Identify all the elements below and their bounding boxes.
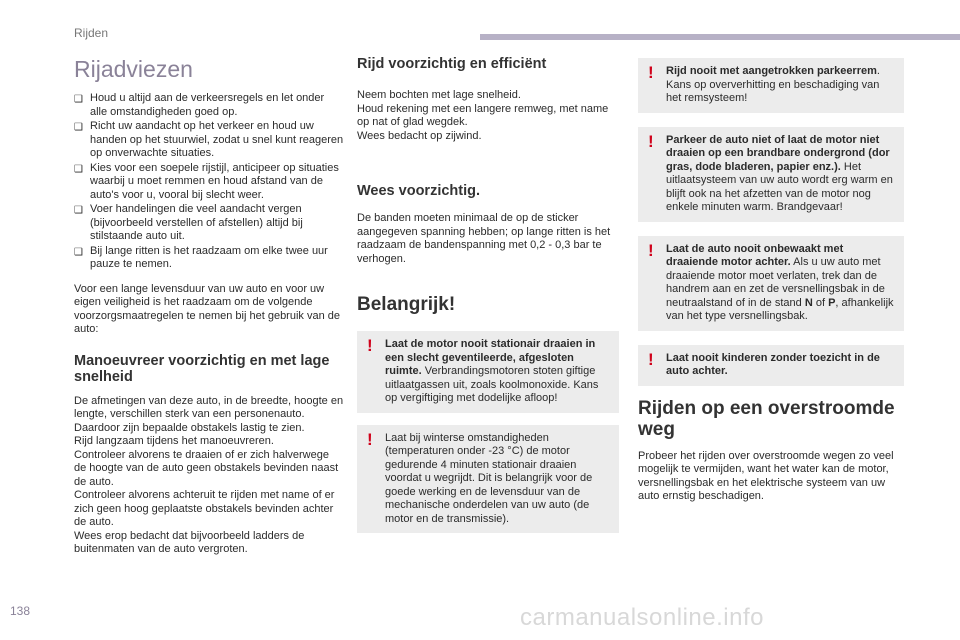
column-3 [638,58,904,504]
warning-box-children: ! Laat nooit kinderen zonder toezicht in de auto achter. [638,345,904,386]
warning-icon: ! [648,349,654,369]
maneuver-text: De afmetingen van deze auto, in de breedte, hoogte en lengte, verschillen sterk van een personenauto. Daardoor zijn bepaalde obstakels lastig te zien. Rijd langzaam tijdens het manoeuvreren. Controleer alvorens te draaien of er zich halverwege de hoogte van de auto geen obstakels bevinden naast de auto. Controleer alvorens achteruit te rijden met name of er zich geen hoog geplaatste obstakels bevinden achter de auto. Wees erop bedacht dat bijvoorbeeld ladders de buitenmaten van de auto vergroten. [74,394,344,555]
checkbox-bullet-icon: ❑ [74,94,83,105]
warning-icon: ! [367,336,373,355]
watermark: carmanualsonline.info [520,604,764,631]
cautious-text: De banden moeten minimaal de op de sticker aangegeven spanning hebben; op lange ritten is het raadzaam de bandenspanning met 0,2 - 0,3 bar te verhogen. [357,212,611,265]
list-item: ❑ Houd u altijd aan de verkeersregels en let onder alle omstandigheden goed op. [74,92,325,118]
warning-box-parking-brake: ! Rijd nooit met aangetrokken parkeerrem. Kans op oververhitting en beschadiging van het remsysteem! [638,58,904,113]
tips-list [74,92,344,272]
list-item: ❑ Bij lange ritten is het raadzaam om elke twee uur pauze te nemen. [74,244,328,270]
maneuver-heading: Manoeuvreer voorzichtig en met lage snelheid [74,352,330,385]
column-2 [357,56,619,533]
checkbox-bullet-icon: ❑ [74,163,83,175]
warning-icon: ! [648,131,654,151]
checkbox-bullet-icon: ❑ [74,246,83,258]
intro-paragraph: Voor een lange levensduur van uw auto en voor uw eigen veiligheid is het raadzaam om de volgende voorzorgsmaatregelen te nemen bij het gebruik van de auto: [74,282,340,335]
cautious-heading: Wees voorzichtig. [357,183,481,199]
warning-icon: ! [648,240,654,260]
list-item: ❑ Voer handelingen die veel aandacht vergen (bijvoorbeeld verstellen of afstellen) altijd bij stilstaande auto uit. [74,203,303,242]
checkbox-bullet-icon: ❑ [74,122,83,133]
flood-heading: Rijden op een overstroomde weg [638,397,895,440]
careful-heading: Rijd voorzichtig en efficiënt [357,56,547,72]
column-1 [74,92,344,557]
page-number: 138 [10,604,31,618]
checkbox-bullet-icon: ❑ [74,205,83,216]
page-title: Rijadviezen [74,56,193,82]
warning-box-winter: ! Laat bij winterse omstandigheden (temperaturen onder -23 °C) de motor gedurende 4 minuten stationair draaien voordat u wegrijdt. Dit is belangrijk voor de goede werking en de levensduur van de mechanische onderdelen van uw auto (de motor en de transmissie). [357,425,619,534]
warning-icon: ! [367,429,373,449]
list-item: ❑ Kies voor een soepele rijstijl, anticipeer op situaties waarbij u moet remmen en houd afstand van de auto's voor u, vooral bij slecht weer. [74,161,339,201]
warning-box-engine-idle: ! Laat de motor nooit stationair draaien in een slecht geventileerde, afgesloten ruimte. Verbrandingsmotoren stoten giftige uitlaatgassen uit, zoals koolmonoxide. Kans op vergiftiging met dodelijke afloop! [357,331,619,413]
flood-text: Probeer het rijden over overstroomde wegen zo veel mogelijk te vermijden, want het water kan de motor, versnellingsbak en het elektrische systeem van uw auto ernstig beschadigen. [638,449,894,502]
list-item: ❑ Richt uw aandacht op het verkeer en houd uw handen op het stuurwiel, zodat u snel kunt reageren op onverwachte situaties. [74,120,344,159]
important-heading: Belangrijk! [357,294,456,315]
header-bar [480,34,960,40]
careful-text: Neem bochten met lage snelheid. Houd rekening met een langere remweg, met name op nat of glad wegdek. Wees bedacht op zijwind. [357,89,609,142]
section-label: Rijden [74,26,109,40]
warning-box-unattended: ! Laat de auto nooit onbewaakt met draaiende motor achter. Als u uw auto met draaiende motor moet verlaten, trek dan de handrem aan en zet de versnellingsbak in de neutraalstand of in de stand N of P, afhankelijk van het type versnellingsbak. [638,236,904,331]
warning-icon: ! [648,63,654,82]
warning-box-flammable-ground: ! Parkeer de auto niet of laat de motor niet draaien op een brandbare ondergrond (dor gras, dode bladeren, papier enz.). Het uitlaatsysteem van uw auto wordt erg warm en blijft ook na het afzetten van de motor nog enkele minuten warm. Brandgevaar! [638,127,904,222]
